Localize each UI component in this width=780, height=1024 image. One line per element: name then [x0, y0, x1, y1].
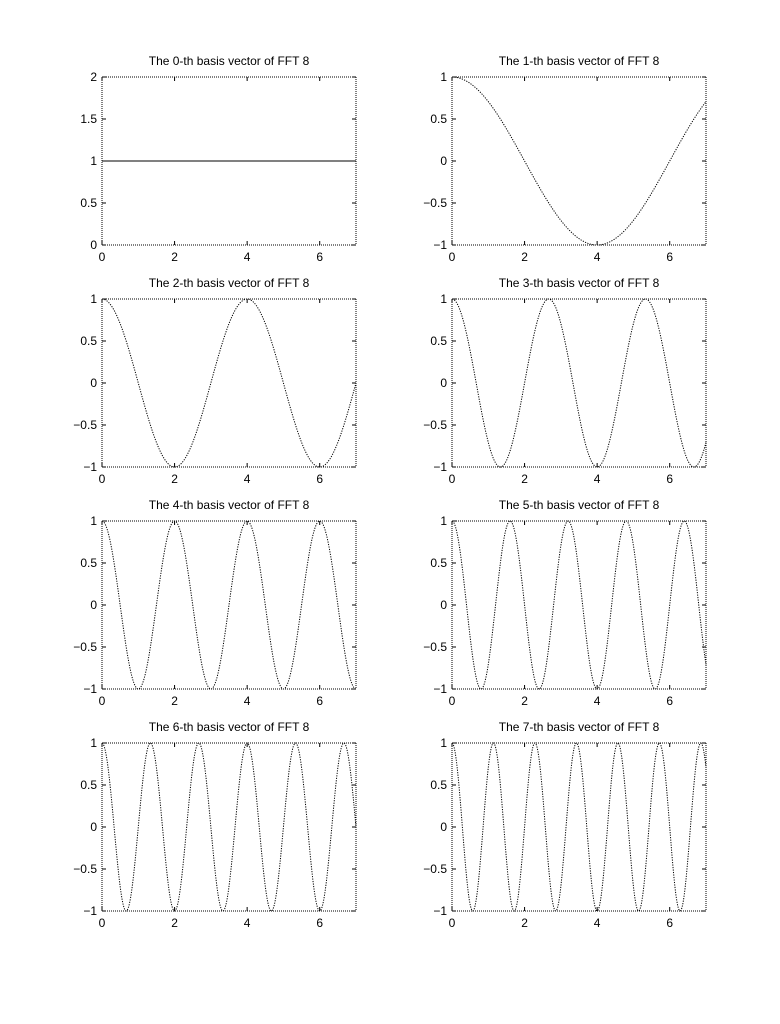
y-tick-label: 1	[90, 292, 97, 306]
y-tick-label: −1	[433, 238, 447, 252]
y-tick-label: −0.5	[73, 418, 97, 432]
subplot-title: The 2-th basis vector of FFT 8	[148, 276, 310, 290]
subplot-1	[423, 54, 706, 264]
y-tick-label: 0	[90, 376, 97, 390]
y-tick-label: 1.5	[80, 112, 97, 126]
y-tick-label: 1	[440, 292, 447, 306]
y-tick-label: −1	[83, 904, 97, 918]
y-tick-label: −1	[433, 682, 447, 696]
x-tick-label: 4	[593, 472, 601, 486]
x-tick-label: 2	[171, 694, 178, 708]
x-tick-label: 6	[316, 472, 324, 486]
y-tick-label: −0.5	[423, 862, 447, 876]
plot-frame	[452, 743, 706, 911]
subplot-title: The 1-th basis vector of FFT 8	[498, 54, 660, 68]
y-tick-label: 1	[440, 70, 447, 84]
x-tick-label: 6	[666, 472, 674, 486]
x-tick-label: 0	[448, 250, 456, 264]
y-tick-label: −0.5	[423, 196, 447, 210]
subplot-title: The 6-th basis vector of FFT 8	[148, 720, 310, 734]
subplot-3	[423, 276, 706, 486]
basis-curve-0	[102, 743, 356, 911]
x-tick-label: 4	[243, 472, 251, 486]
plot-frame	[452, 299, 706, 467]
x-tick-label: 0	[448, 694, 456, 708]
y-tick-label: 0.5	[430, 334, 447, 348]
x-tick-label: 2	[171, 472, 178, 486]
subplot-0	[80, 54, 356, 264]
y-tick-label: 2	[90, 70, 97, 84]
x-tick-label: 6	[316, 916, 324, 930]
subplot-title: The 4-th basis vector of FFT 8	[148, 498, 310, 512]
y-tick-label: −0.5	[73, 862, 97, 876]
y-tick-label: 1	[440, 514, 447, 528]
x-tick-label: 0	[98, 250, 106, 264]
y-tick-label: −0.5	[73, 640, 97, 654]
x-tick-label: 4	[243, 250, 251, 264]
y-tick-label: −0.5	[423, 418, 447, 432]
subplot-6	[73, 720, 356, 930]
y-tick-label: 0	[440, 376, 447, 390]
y-tick-label: 1	[90, 154, 97, 168]
subplot-title: The 3-th basis vector of FFT 8	[498, 276, 660, 290]
x-tick-label: 4	[593, 250, 601, 264]
x-tick-label: 4	[243, 694, 251, 708]
x-tick-label: 6	[666, 916, 674, 930]
subplot-4	[73, 498, 356, 708]
subplot-title: The 0-th basis vector of FFT 8	[148, 54, 310, 68]
y-tick-label: −1	[433, 904, 447, 918]
x-tick-label: 2	[521, 472, 528, 486]
y-tick-label: 0	[440, 820, 447, 834]
subplot-title: The 7-th basis vector of FFT 8	[498, 720, 660, 734]
y-tick-label: 0	[90, 238, 97, 252]
x-tick-label: 2	[171, 916, 178, 930]
plot-frame	[452, 77, 706, 245]
x-tick-label: 6	[666, 250, 674, 264]
y-tick-label: 1	[440, 736, 447, 750]
plot-frame	[452, 521, 706, 689]
y-tick-label: −1	[433, 460, 447, 474]
x-tick-label: 6	[316, 694, 324, 708]
basis-curve-0	[452, 77, 706, 245]
y-tick-label: 0	[90, 598, 97, 612]
x-tick-label: 2	[171, 250, 178, 264]
subplot-7	[423, 720, 706, 930]
y-tick-label: 1	[90, 514, 97, 528]
x-tick-label: 4	[593, 916, 601, 930]
y-tick-label: 0	[90, 820, 97, 834]
basis-curve-0	[452, 743, 706, 911]
y-tick-label: −0.5	[423, 640, 447, 654]
x-tick-label: 2	[521, 916, 528, 930]
subplot-5	[423, 498, 706, 708]
basis-curve-0	[102, 299, 356, 467]
x-tick-label: 6	[666, 694, 674, 708]
x-tick-label: 0	[98, 916, 106, 930]
y-tick-label: 0	[440, 154, 447, 168]
plot-frame	[102, 521, 356, 689]
x-tick-label: 0	[98, 472, 106, 486]
y-tick-label: 0.5	[430, 112, 447, 126]
y-tick-label: −1	[83, 460, 97, 474]
basis-curve-0	[102, 521, 356, 689]
y-tick-label: 0.5	[430, 556, 447, 570]
x-tick-label: 0	[448, 916, 456, 930]
x-tick-label: 0	[98, 694, 106, 708]
y-tick-label: 0	[440, 598, 447, 612]
basis-curve-0	[452, 521, 706, 689]
y-tick-label: 0.5	[430, 778, 447, 792]
y-tick-label: 0.5	[80, 556, 97, 570]
x-tick-label: 6	[316, 250, 324, 264]
y-tick-label: 0.5	[80, 334, 97, 348]
x-tick-label: 0	[448, 472, 456, 486]
basis-curve-0	[452, 299, 706, 467]
y-tick-label: −1	[83, 682, 97, 696]
plot-frame	[102, 743, 356, 911]
x-tick-label: 2	[521, 250, 528, 264]
y-tick-label: 0.5	[80, 778, 97, 792]
y-tick-label: 1	[90, 736, 97, 750]
subplot-2	[73, 276, 356, 486]
x-tick-label: 4	[243, 916, 251, 930]
y-tick-label: 0.5	[80, 196, 97, 210]
x-tick-label: 2	[521, 694, 528, 708]
x-tick-label: 4	[593, 694, 601, 708]
subplot-title: The 5-th basis vector of FFT 8	[498, 498, 660, 512]
